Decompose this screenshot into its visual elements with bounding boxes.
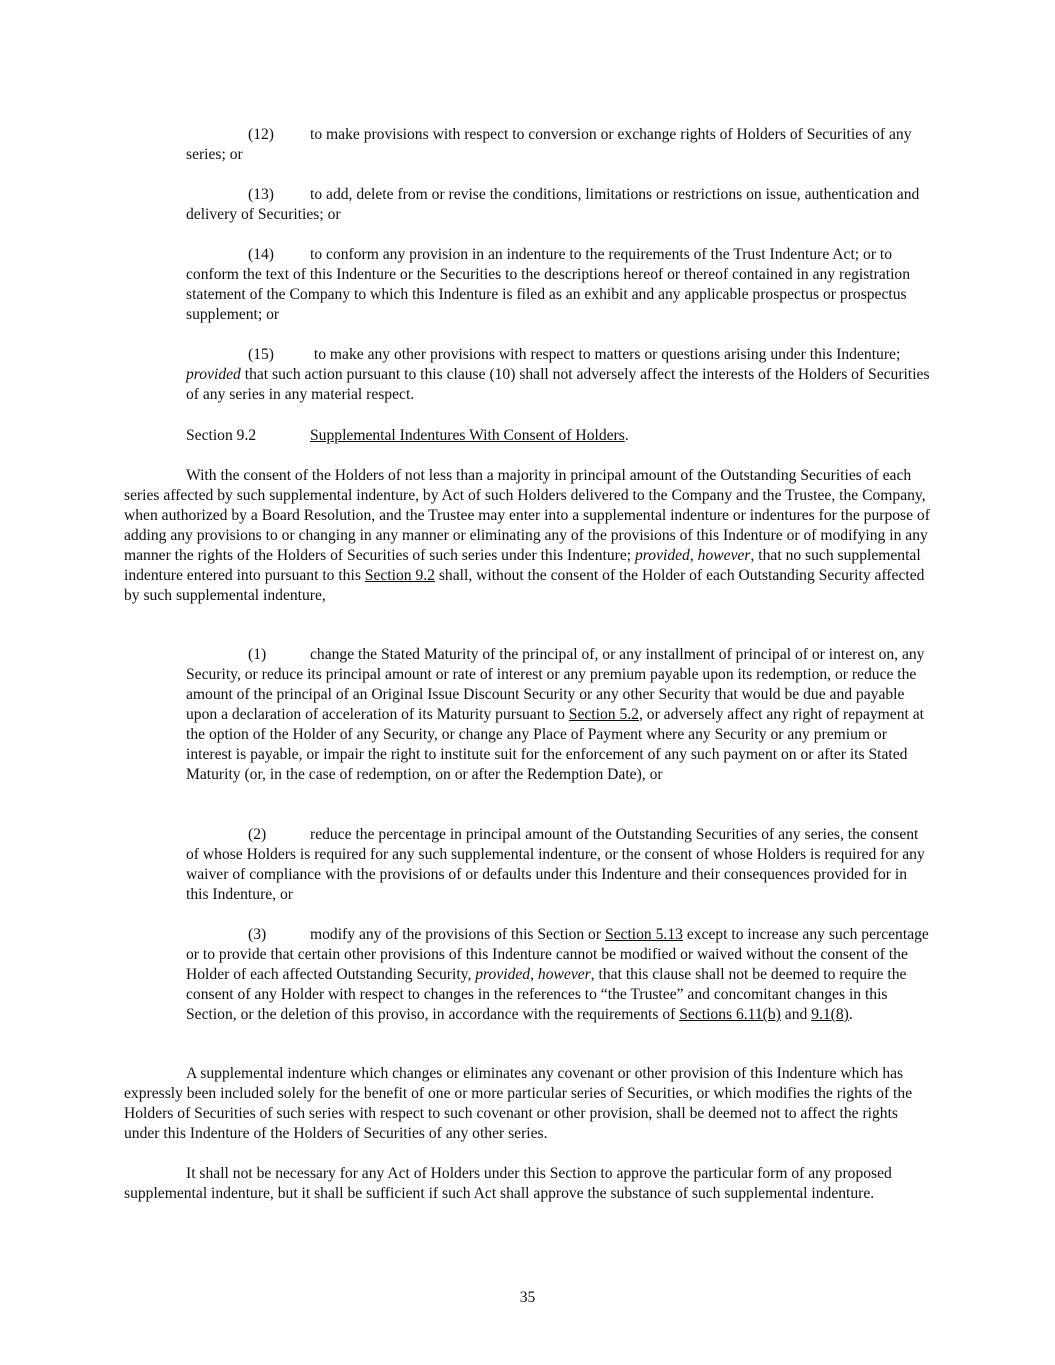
clause-number: (1) bbox=[248, 646, 267, 663]
section-9-2-link[interactable]: Section 9.2 bbox=[364, 567, 435, 584]
clause-text: to conform any provision in an indenture to the requirements of the Trust Indenture Act; or to conform the text of this Indenture or the Securities to the descriptions hereof or thereof contained in any registration statement of the Company to which this Indenture is filed as an exhibit and any applicable prospectus or prospectus supplement; or bbox=[186, 246, 911, 323]
clause-2 bbox=[186, 825, 931, 905]
form-paragraph: It shall not be necessary for any Act of Holders under this Section to approve the particular form of any proposed supplemental indenture, but it shall be sufficient if such Act shall approve the substance of such supplemental indenture. bbox=[124, 1165, 892, 1202]
clause-number: (13) bbox=[248, 186, 274, 203]
clause-13 bbox=[186, 185, 931, 225]
section-title: Supplemental Indentures With Consent of Holders bbox=[310, 427, 625, 444]
provided-term: provided bbox=[186, 366, 241, 383]
clause-number: (12) bbox=[248, 126, 274, 143]
clause-14 bbox=[186, 245, 931, 325]
however-term: however bbox=[697, 547, 751, 564]
consent-paragraph: With the consent of the Holders of not less than a majority in principal amount of the Outstanding Securities of each series affected by such supplemental indenture, by Act of such Holders delivered to the Company and the Trustee, the Company, when authorized by a Board Resolution, and the Trustee may enter into a supplemental indenture or indentures for the purpose of adding any provisions to or changing in any manner or eliminating any of the provisions of this Indenture or of modifying in any manner the rights of the Holders of Securities of such series under this Indenture; provided, however, that no such supplemental indenture entered into pursuant to this Section 9.2 shall, without the consent of the Holder of each Outstanding Security affected by such supplemental indenture, bbox=[124, 467, 930, 604]
clause-number: (15) bbox=[248, 346, 274, 363]
section-heading: Section 9.2 Supplemental Indentures With Consent of Holders. bbox=[186, 427, 629, 444]
provided-term: provided bbox=[635, 547, 690, 564]
clause-number: (2) bbox=[248, 826, 267, 843]
provided-term: provided bbox=[475, 966, 531, 983]
clause-number: (14) bbox=[248, 246, 274, 263]
clause-3: (3) modify any of the provisions of this Section or Section 5.13 except to increase any such percentage or to provide that certain other provisions of this Indenture cannot be modified or waived without the consent of the Holder of each affected Outstanding Security, provided, however, that this clause shall not be deemed to require the consent of any Holder with respect to changes in the references to “the Trustee” and concomitant changes in this Section, or the deletion of this proviso, in accordance with the requirements of Sections 6.11(b) and 9.1(8). bbox=[186, 926, 929, 1023]
clause-number: (3) bbox=[248, 926, 267, 943]
clause-text: to make provisions with respect to conversion or exchange rights of Holders of Securities of any series; or bbox=[186, 126, 912, 163]
section-5-2-link[interactable]: Section 5.2 bbox=[568, 706, 639, 723]
section-9-1-8-link[interactable]: 9.1(8) bbox=[811, 1006, 849, 1023]
clause-1: (1) change the Stated Maturity of the principal of, or any installment of principal of or interest on, any Security, or reduce its principal amount or rate of interest or any premium payable upon its redemption, or reduce the amount of the principal of an Original Issue Discount Security or any other Security that would be due and payable upon a declaration of acceleration of its Maturity pursuant to Section 5.2, or adversely affect any right of repayment at the option of the Holder of any Security, or change any Place of Payment where any Security or any premium or interest is payable, or impair the right to institute suit for the enforcement of any such payment on or after its Stated Maturity (or, in the case of redemption, on or after the Redemption Date), or bbox=[186, 646, 925, 783]
covenant-paragraph: A supplemental indenture which changes or eliminates any covenant or other provision of this Indenture which has expressly been included solely for the benefit of one or more particular series of Securities, or which modifies the rights of the Holders of Securities of such series with respect to such covenant or other provision, shall be deemed not to affect the rights under this Indenture of the Holders of Securities of any other series. bbox=[124, 1065, 913, 1142]
section-5-13-link[interactable]: Section 5.13 bbox=[604, 926, 683, 943]
sections-6-11-b-link[interactable]: Sections 6.11(b) bbox=[679, 1006, 781, 1023]
clause-12 bbox=[186, 125, 931, 165]
however-term: however bbox=[537, 966, 591, 983]
section-number: Section 9.2 bbox=[186, 427, 257, 444]
clause-text: to add, delete from or revise the conditions, limitations or restrictions on issue, authentication and delivery of Securities; or bbox=[186, 186, 920, 223]
clause-text: reduce the percentage in principal amount of the Outstanding Securities of any series, the consent of whose Holders is required for any such supplemental indenture, or the consent of whose Holders is required for any waiver of compliance with the provisions of or defaults under this Indenture and their consequences provided for in this Indenture, or bbox=[186, 826, 925, 903]
page-number: 35 bbox=[519, 1289, 536, 1306]
clause-15: (15) to make any other provisions with respect to matters or questions arising under this Indenture; provided that such action pursuant to this clause (10) shall not adversely affect the interests of the Holders of Securities of any series in any material respect. bbox=[186, 346, 930, 403]
